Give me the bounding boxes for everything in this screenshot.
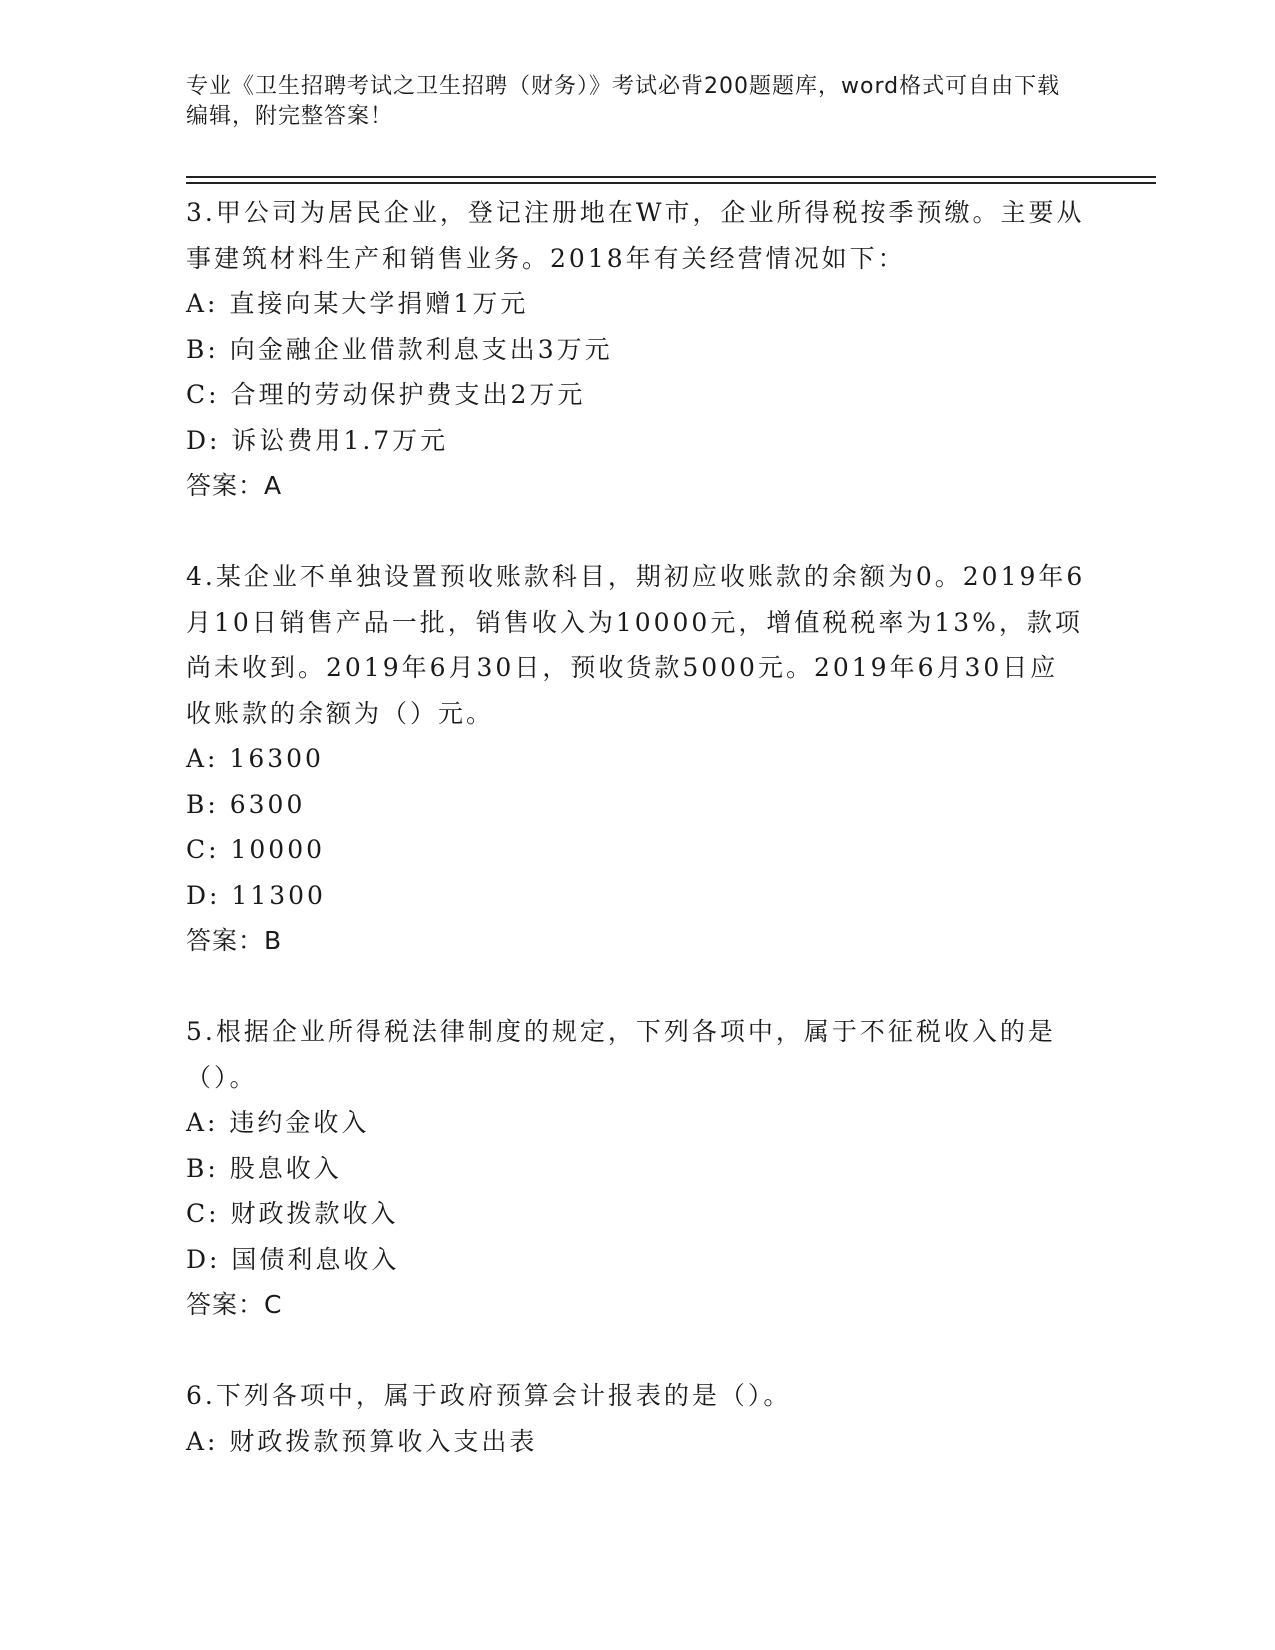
option-a: A: 直接向某大学捐赠1万元 — [186, 289, 529, 318]
option-d: D: 国债利息收入 — [186, 1244, 400, 1274]
option-b: B: 股息收入 — [186, 1153, 342, 1183]
option-d: D: 11300 — [186, 880, 326, 910]
option-b: B: 6300 — [186, 789, 306, 819]
question-stem: 5.根据企业所得税法律制度的规定，下列各项中，属于不征税收入的是（）。 — [186, 1017, 1056, 1092]
question-spacer — [186, 509, 1086, 555]
answer-line: 答案：B — [186, 926, 283, 955]
option-a: A: 16300 — [186, 744, 324, 773]
question-stem: 4.某企业不单独设置预收账款科目，期初应收账款的余额为0。2019年6月10日销售产品一批，销售收入为10000元，增值税税率为13%，款项尚未收到。2019年6月30日，预收货款5000元。2019年6月30日应收账款的余额为（）元。 — [186, 562, 1086, 728]
question-spacer — [186, 1328, 1086, 1374]
option-a: A: 违约金收入 — [186, 1108, 370, 1137]
option-c: C: 10000 — [186, 835, 326, 864]
answer-line: 答案：C — [186, 1290, 283, 1319]
header-rule-bottom — [186, 182, 1156, 184]
option-a: A: 财政拨款预算收入支出表 — [186, 1426, 538, 1456]
answer-line: 答案：A — [186, 471, 283, 500]
option-c: C: 财政拨款收入 — [186, 1199, 399, 1228]
option-c: C: 合理的劳动保护费支出2万元 — [186, 380, 586, 409]
question-stem: 6.下列各项中，属于政府预算会计报表的是（）。 — [186, 1381, 792, 1410]
option-d: D: 诉讼费用1.7万元 — [186, 425, 449, 455]
question-4 — [186, 554, 1086, 964]
option-b: B: 向金融企业借款利息支出3万元 — [186, 334, 613, 364]
question-list — [186, 190, 1086, 1464]
header-rule-top — [186, 176, 1156, 178]
question-stem: 3.甲公司为居民企业，登记注册地在W市，企业所得税按季预缴。主要从事建筑材料生产和销售业务。2018年有关经营情况如下： — [186, 198, 1085, 273]
question-3 — [186, 190, 1086, 509]
document-header: 专业《卫生招聘考试之卫生招聘（财务）》考试必背200题题库，word格式可自由下载编辑，附完整答案！ — [186, 74, 1061, 129]
question-spacer — [186, 964, 1086, 1010]
question-5 — [186, 1009, 1086, 1328]
question-6 — [186, 1373, 1086, 1464]
